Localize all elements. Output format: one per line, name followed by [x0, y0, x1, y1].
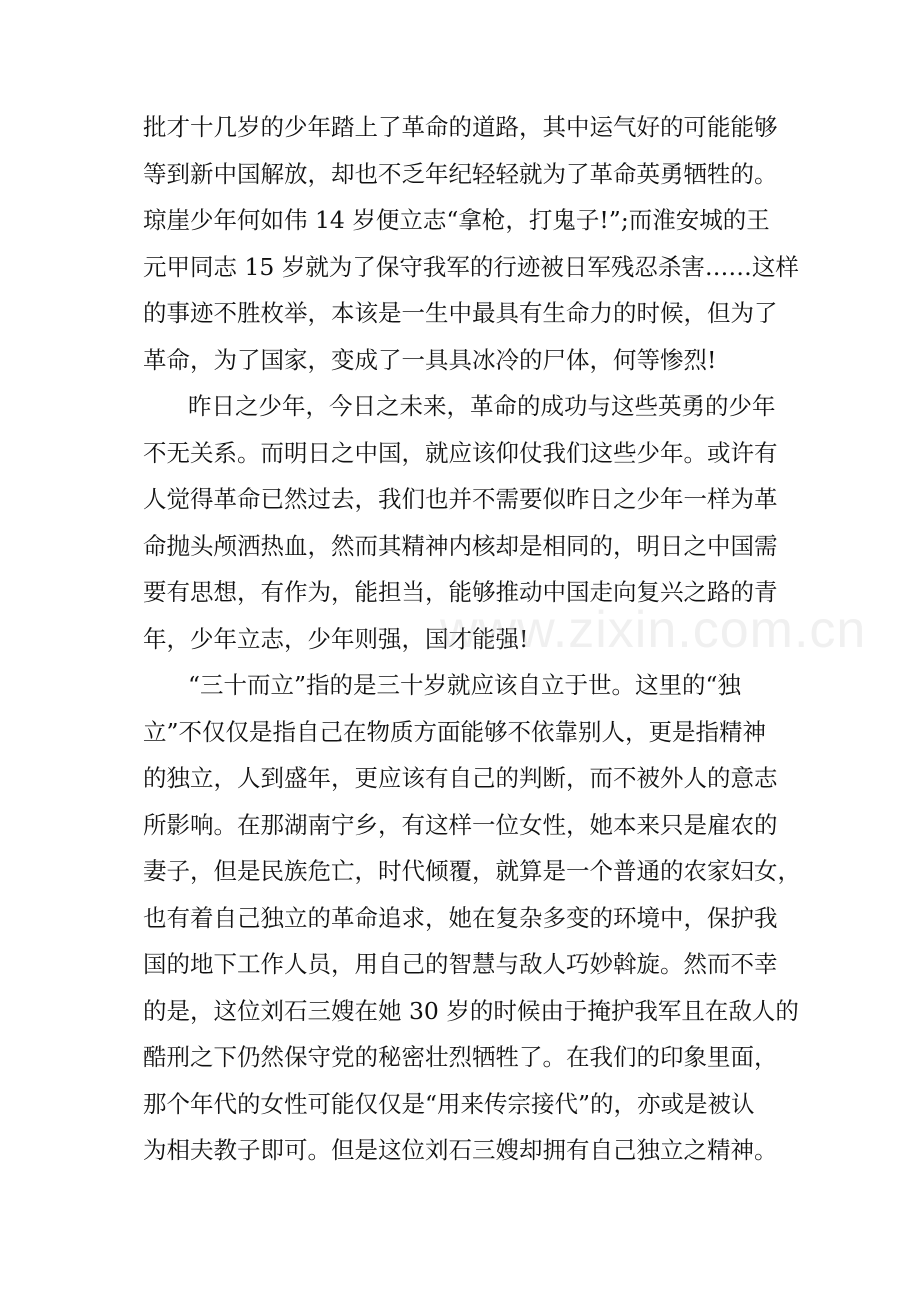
text-line: 那个年代的女性可能仅仅是“用来传宗接代”的，亦或是被认 [143, 1089, 755, 1118]
text-line: 的独立，人到盛年，更应该有自己的判断，而不被外人的意志 [143, 764, 778, 792]
paragraph [143, 104, 803, 383]
paragraph [143, 383, 803, 662]
document-body [143, 104, 803, 1174]
text-line: 昨日之少年，今日之未来，革命的成功与这些英勇的少年 [188, 392, 776, 420]
text-line: 为相夫教子即可。但是这位刘石三嫂却拥有自己独立之精神。 [143, 1136, 778, 1164]
text-line: 要有思想，有作为，能担当，能够推动中国走向复兴之路的青 [143, 578, 778, 606]
text-line: 年，少年立志，少年则强，国才能强! [143, 624, 529, 653]
text-line: 也有着自己独立的革命追求，她在复杂多变的环境中，保护我 [143, 903, 778, 932]
text-line: “三十而立”指的是三十岁就应该自立于世。这里的“独 [188, 671, 742, 699]
text-line: 所影响。在那湖南宁乡，有这样一位女性，她本来只是雇农的 [143, 810, 778, 839]
text-line: 命抛头颅洒热血，然而其精神内核却是相同的，明日之中国需 [143, 531, 778, 560]
text-line: 国的地下工作人员，用自己的智慧与敌人巧妙斡旋。然而不幸 [143, 950, 778, 978]
paragraph [143, 662, 803, 1174]
text-line: 酷刑之下仍然保守党的秘密壮烈牺牲了。在我们的印象里面， [143, 1043, 778, 1071]
text-line: 妻子，但是民族危亡，时代倾覆，就算是一个普通的农家妇女， [143, 857, 801, 885]
text-line: 革命，为了国家，变成了一具具冰冷的尸体，何等惨烈! [143, 345, 717, 374]
text-line: 不无关系。而明日之中国，就应该仰仗我们这些少年。或许有 [143, 438, 778, 467]
text-line: 琼崖少年何如伟 14 岁便立志“拿枪，打鬼子!”;而淮安城的王 [143, 206, 770, 234]
watermark: www.zixin.com.cn [440, 601, 867, 659]
text-line: 元甲同志 15 岁就为了保守我军的行迹被日军残忍杀害……这样 [143, 252, 799, 281]
text-line: 批才十几岁的少年踏上了革命的道路，其中运气好的可能能够 [143, 113, 778, 141]
text-line: 的事迹不胜枚举，本该是一生中最具有生命力的时候，但为了 [143, 299, 778, 327]
text-line: 立”不仅仅是指自己在物质方面能够不依靠别人，更是指精神 [143, 717, 767, 746]
text-line: 的是，这位刘石三嫂在她 30 岁的时候由于掩护我军且在敌人的 [143, 996, 799, 1025]
text-line: 等到新中国解放，却也不乏年纪轻轻就为了革命英勇牺牲的。 [143, 159, 778, 188]
text-line: 人觉得革命已然过去，我们也并不需要似昨日之少年一样为革 [143, 485, 778, 513]
